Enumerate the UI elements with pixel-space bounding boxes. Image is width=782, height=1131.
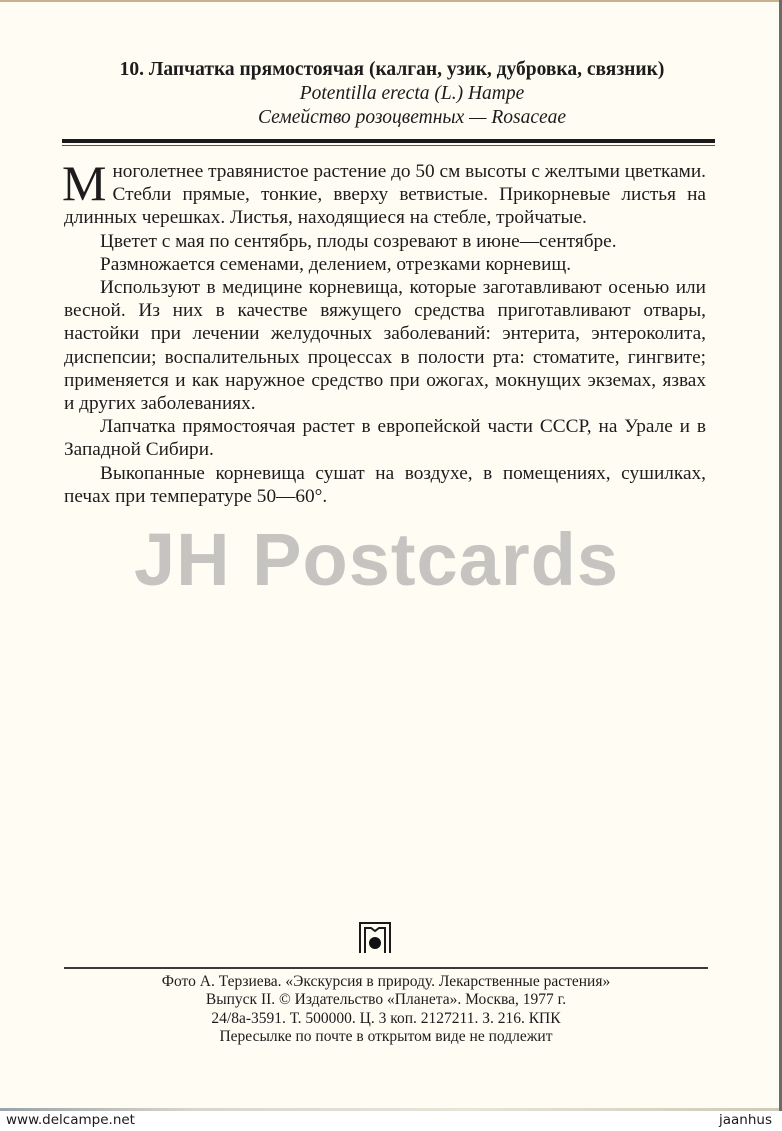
seller-name: jaanhus [719, 1112, 772, 1128]
paragraph-5: Лапчатка прямостоячая растет в европейской части СССР, на Урале и в Западной Сибири. [64, 416, 706, 461]
imprint-line-2: Выпуск II. © Издательство «Планета». Москва, 1977 г. [205, 991, 567, 1009]
imprint-line-4: Пересылке по почте в открытом виде не подлежит [219, 1027, 553, 1045]
latin-name: Potentilla erecta (L.) Hampe [299, 83, 525, 104]
header-rule-thin [62, 145, 715, 146]
description [62, 155, 706, 508]
site-url: www.delcampe.net [6, 1112, 135, 1128]
paragraph-3: Размножается семенами, делением, отрезками корневищ. [100, 253, 572, 275]
plant-family: Семейство розоцветных — Rosaceae [257, 107, 567, 128]
header [62, 58, 722, 130]
footer-rule [64, 967, 708, 969]
imprint-line-1: Фото А. Терзиева. «Экскурсия в природу. Лекарственные растения» [161, 973, 611, 990]
dropcap: М [62, 155, 107, 211]
watermark: JH Postcards [134, 518, 619, 601]
imprint [64, 973, 708, 1046]
header-rule-thick [62, 139, 715, 143]
paragraph-6: Выкопанные корневища сушат на воздухе, в помещениях, сушилках, печах при температуре 50—60°. [64, 462, 706, 507]
site-credit-bar [0, 1111, 782, 1131]
planeta-logo-icon [357, 920, 393, 954]
imprint-line-3: 24/8а-3591. Т. 500000. Ц. 3 коп. 2127211. З. 216. КПК [211, 1009, 561, 1027]
plant-title: 10. Лапчатка прямостоячая (калган, узик, дубровка, связник) [119, 59, 665, 80]
paragraph-1: Многолетнее травянистое растение до 50 см высоты с желтыми цветками. Стебли прямые, тонкие, вверху ветвистые. Прикорневые листья на длинных черешках. Листья, находящиеся на стебле, тройчатые. [62, 155, 706, 229]
paragraph-2: Цветет с мая по сентябрь, плоды созревают в июне—сентябре. [100, 230, 617, 252]
paragraph-4: Используют в медицине корневища, которые заготавливают осенью или весной. Из них в качестве вяжущего средства приготавливают отвары, настойки при лечении желудочных заболеваний: энтерита, энтероколита, диспепсии; воспалительных процессах в полости рта: стоматите, гингвите; применяется и как наружное средство при ожогах, мокнущих экземах, язвах и других заболеваниях. [64, 277, 706, 415]
